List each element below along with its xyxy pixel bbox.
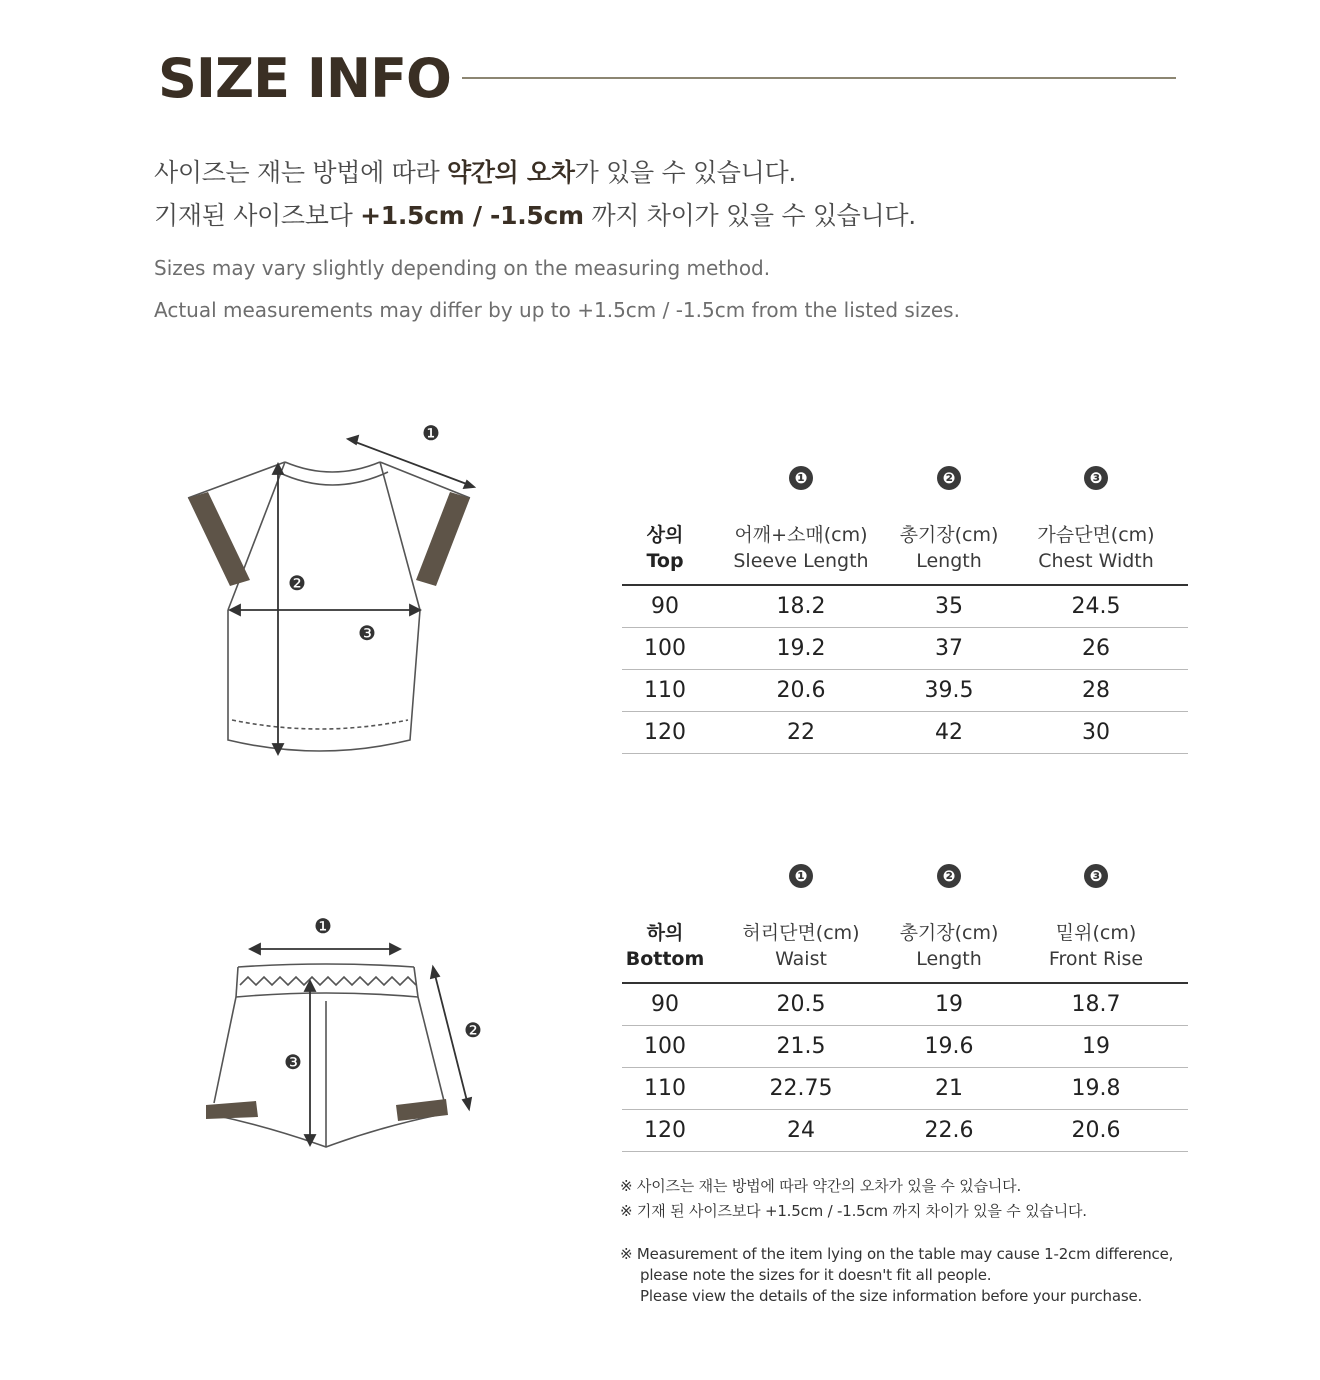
value-cell: 22 bbox=[708, 712, 894, 754]
value-cell: 20.6 bbox=[1004, 1110, 1188, 1152]
value-cell: 22.6 bbox=[894, 1110, 1004, 1152]
header-en: Chest Width bbox=[1038, 550, 1154, 572]
measure-marker-3: ❸ bbox=[1084, 466, 1108, 490]
size-cell: 120 bbox=[622, 712, 708, 754]
table-row bbox=[622, 1068, 1188, 1110]
title-divider bbox=[462, 77, 1176, 79]
value-cell: 21 bbox=[894, 1068, 1004, 1110]
column-header-rise bbox=[1004, 888, 1188, 983]
table-lead-header bbox=[622, 490, 708, 585]
column-header-length bbox=[894, 490, 1004, 585]
value-cell: 19.6 bbox=[894, 1026, 1004, 1068]
header-kr: 총기장(cm) bbox=[899, 922, 999, 944]
header-en: Length bbox=[916, 948, 982, 970]
top-marker-2: ❷ bbox=[288, 571, 306, 595]
table-row bbox=[622, 585, 1188, 628]
value-cell: 26 bbox=[1004, 628, 1188, 670]
right-hem-lace bbox=[396, 1099, 448, 1121]
measure-marker-2: ❷ bbox=[937, 466, 961, 490]
bottom-garment-drawing bbox=[200, 905, 500, 1165]
header-en: Waist bbox=[775, 948, 827, 970]
measure-marker-1: ❶ bbox=[789, 864, 813, 888]
intro-en-line-1: Sizes may vary slightly depending on the measuring method. bbox=[154, 256, 771, 280]
value-cell: 18.2 bbox=[708, 585, 894, 628]
table-row bbox=[622, 1026, 1188, 1068]
value-cell: 22.75 bbox=[708, 1068, 894, 1110]
header-kr: 상의 bbox=[646, 524, 684, 546]
value-cell: 20.6 bbox=[708, 670, 894, 712]
intro-kr-emphasis: 약간의 오차 bbox=[446, 158, 575, 187]
note-en-2: please note the sizes for it doesn't fit all people. bbox=[640, 1266, 992, 1284]
value-cell: 19 bbox=[894, 983, 1004, 1026]
header-en: Front Rise bbox=[1048, 948, 1144, 970]
column-header-waist bbox=[708, 888, 894, 983]
column-header-chest bbox=[1004, 490, 1188, 585]
value-cell: 19.2 bbox=[708, 628, 894, 670]
note-kr-1: ※ 사이즈는 재는 방법에 따라 약간의 오차가 있을 수 있습니다. bbox=[620, 1177, 1022, 1195]
header-kr: 하의 bbox=[646, 922, 684, 944]
table-row bbox=[622, 983, 1188, 1026]
note-en-3: Please view the details of the size information before your purchase. bbox=[640, 1287, 1143, 1305]
top-size-table bbox=[622, 450, 1188, 754]
header-en: Length bbox=[916, 550, 982, 572]
value-cell: 42 bbox=[894, 712, 1004, 754]
size-cell: 100 bbox=[622, 1026, 708, 1068]
table-lead-header bbox=[622, 888, 708, 983]
top-garment-drawing bbox=[180, 420, 490, 770]
intro-kr-line-1 bbox=[154, 153, 796, 189]
value-cell: 19.8 bbox=[1004, 1068, 1188, 1110]
table-row bbox=[622, 628, 1188, 670]
left-sleeve-lace bbox=[188, 492, 250, 586]
value-cell: 20.5 bbox=[708, 983, 894, 1026]
intro-en-line-2: Actual measurements may differ by up to +1.5cm / -1.5cm from the listed sizes. bbox=[154, 298, 960, 322]
size-cell: 120 bbox=[622, 1110, 708, 1152]
size-cell: 100 bbox=[622, 628, 708, 670]
header-kr: 밑위(cm) bbox=[1055, 922, 1137, 944]
intro-kr-text: 기재된 사이즈보다 bbox=[154, 201, 361, 230]
size-cell: 90 bbox=[622, 585, 708, 628]
header-kr: 허리단면(cm) bbox=[742, 922, 860, 944]
value-cell: 30 bbox=[1004, 712, 1188, 754]
header-kr: 총기장(cm) bbox=[899, 524, 999, 546]
intro-kr-emphasis: +1.5cm / -1.5cm bbox=[360, 201, 584, 230]
note-en-1: ※ Measurement of the item lying on the table may cause 1-2cm difference, bbox=[620, 1245, 1174, 1263]
header-en: Bottom bbox=[625, 948, 705, 970]
value-cell: 19 bbox=[1004, 1026, 1188, 1068]
left-hem-lace bbox=[206, 1101, 258, 1119]
top-marker-1: ❶ bbox=[422, 421, 440, 445]
value-cell: 28 bbox=[1004, 670, 1188, 712]
note-kr-2: ※ 기재 된 사이즈보다 +1.5cm / -1.5cm 까지 차이가 있을 수 있습니다. bbox=[620, 1202, 1087, 1220]
bottom-size-table bbox=[622, 848, 1188, 1152]
header-kr: 가슴단면(cm) bbox=[1037, 524, 1155, 546]
right-sleeve-lace bbox=[416, 492, 470, 586]
value-cell: 24.5 bbox=[1004, 585, 1188, 628]
intro-kr-text: 까지 차이가 있을 수 있습니다. bbox=[583, 201, 916, 230]
header-en: Sleeve Length bbox=[733, 550, 869, 572]
bottom-marker-2: ❷ bbox=[464, 1018, 482, 1042]
measure-marker-3: ❸ bbox=[1084, 864, 1108, 888]
value-cell: 18.7 bbox=[1004, 983, 1188, 1026]
measure-marker-1: ❶ bbox=[789, 466, 813, 490]
size-cell: 110 bbox=[622, 670, 708, 712]
intro-kr-line-2 bbox=[154, 196, 916, 232]
value-cell: 37 bbox=[894, 628, 1004, 670]
table-row bbox=[622, 712, 1188, 754]
table-row bbox=[622, 670, 1188, 712]
top-marker-3: ❸ bbox=[358, 621, 376, 645]
intro-kr-text: 가 있을 수 있습니다. bbox=[574, 158, 796, 187]
header-en: Top bbox=[646, 550, 684, 572]
bottom-marker-1: ❶ bbox=[314, 914, 332, 938]
header-kr: 어깨+소매(cm) bbox=[734, 524, 868, 546]
page-title: SIZE INFO bbox=[158, 47, 451, 110]
measure-marker-2: ❷ bbox=[937, 864, 961, 888]
size-cell: 90 bbox=[622, 983, 708, 1026]
table-row bbox=[622, 1110, 1188, 1152]
value-cell: 35 bbox=[894, 585, 1004, 628]
value-cell: 21.5 bbox=[708, 1026, 894, 1068]
column-header-length bbox=[894, 888, 1004, 983]
intro-kr-text: 사이즈는 재는 방법에 따라 bbox=[154, 158, 447, 187]
value-cell: 39.5 bbox=[894, 670, 1004, 712]
value-cell: 24 bbox=[708, 1110, 894, 1152]
column-header-sleeve bbox=[708, 490, 894, 585]
size-cell: 110 bbox=[622, 1068, 708, 1110]
bottom-marker-3: ❸ bbox=[284, 1050, 302, 1074]
